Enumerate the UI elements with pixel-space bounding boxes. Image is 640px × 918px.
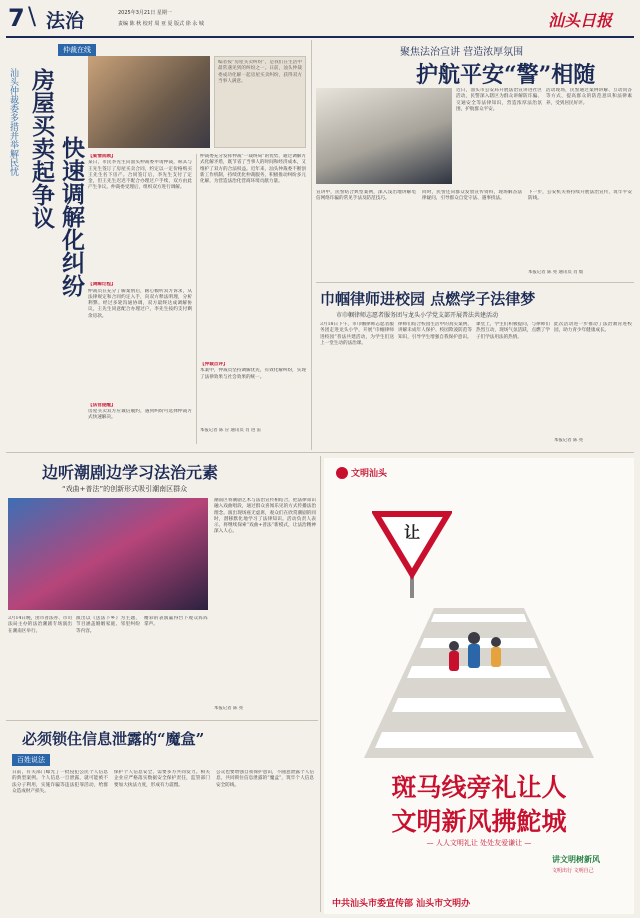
section-title: 法治 [46, 10, 85, 32]
tips-heading: 【法官提醒】 [88, 402, 116, 408]
lawyer-body-4: 此次活动进一步推动了法治教育进校园，助力青少年健康成长。 [554, 322, 632, 334]
page-number: 7 [8, 4, 25, 32]
tips-body: 房屋买卖双方应诚信履约，遇到纠纷可选择仲裁方式快速解决。 [88, 408, 192, 421]
opera-body-3: 精彩的表演赢得台下观众阵阵掌声。 [144, 616, 208, 628]
article-opera [6, 456, 318, 718]
police-byline: 本报记者 陈 亮 通讯员 肖 灿 [528, 270, 584, 275]
opera-body-2: 演出以《送法下乡》为主题，节目涵盖婚姻家庭、邻里纠纷等内容。 [76, 616, 140, 634]
ad-logo-icon [336, 467, 348, 479]
zebra-crossing-illustration [324, 608, 634, 758]
headline-part2: 买卖起争议 [28, 114, 54, 229]
ad-headline-line1: 斑马线旁礼让人 [391, 773, 567, 802]
lawyer-body-2: 律师们结合校园生活中的真实案例，讲解未成年人保护、校园欺凌防范等知识，引导学生增强自我保护意识。 [398, 322, 472, 340]
page-divider-vertical [311, 40, 312, 450]
police-body-1: 近日，汕头市公安局开展法治宣讲进社区活动，民警深入辖区为群众讲解防诈骗、交通安全等法律知识，营造浓厚法治氛围，护航群众平安。 [456, 88, 542, 112]
opera-byline: 本报记者 陈 亮 [214, 706, 244, 711]
police-kicker: 聚焦法治宣讲 营造浓厚氛围 [400, 47, 524, 58]
headline-vertical [28, 68, 54, 229]
police-photo [316, 88, 452, 184]
divider-mid [6, 452, 634, 453]
opera-body-1: 3月14日晚，由市普法办、市司法局主办的法治潮剧专场演出在潮南区举行。 [8, 616, 72, 634]
police-body-5: 下一步，公安机关将持续开展法治宣传，筑牢平安防线。 [528, 190, 632, 202]
opera-subhead: “戏曲+普法”的创新形式吸引潮南区群众 [62, 485, 188, 493]
ad-logo-text: 文明汕头 [351, 469, 388, 479]
intro-box [214, 56, 306, 148]
yield-sign-text: 让 [404, 523, 421, 542]
paper-logo: 汕头日报 [548, 11, 613, 30]
article-police [316, 40, 634, 280]
divider-police-lawyer [316, 282, 634, 283]
judge-body: 本案中，仲裁员坚持调解优先，有效化解纠纷，实现了法律效果与社会效果的统一。 [200, 368, 306, 380]
ad-logo [336, 466, 387, 479]
case-section [88, 154, 192, 444]
divider-opera-ad [320, 456, 321, 912]
info-body-3: 公众也要增强自我保护意识，不随意泄露个人信息，共同锁住信息泄露的“魔盒”，筑牢个人信息安全防线。 [216, 770, 314, 788]
police-body-3: 宣讲中，民警结合典型案例，深入浅出地讲解电信网络诈骗的常见手法及防范技巧。 [316, 190, 416, 202]
case-heading: 【案情回顾】 [88, 154, 116, 159]
article-info-leak [6, 724, 318, 914]
opera-photo [8, 498, 208, 610]
ad-badge [552, 854, 626, 888]
date-line: 2025年3月21日 星期一 [118, 10, 172, 16]
case-body: 某日，市民李先生向汕头仲裁委申请仲裁，称其与王先生签订了房屋买卖合同，约定以一定价格购买王先生名下房产。合同签订后，李先生支付了定金，但王先生迟迟不配合办理过户手续，双方由此产生争议。仲裁委受理后，组织双方进行调解。 [88, 160, 192, 191]
editor-line: 责编 陈 秋 校对 周 亚 夏 版式 徐 永 城 [118, 21, 204, 27]
headline-part1: 房屋 [28, 68, 54, 114]
ad-badge-sub: 文明出行 文明自己 [552, 868, 594, 874]
ad-footer: 中共汕头市委宣传部 汕头市文明办 [332, 899, 471, 909]
judge-heading: 【仲裁点评】 [200, 362, 228, 367]
police-body-4: 同时，民警还向群众发放宣传资料，现场解答法律疑问，引导群众自觉守法、遇事找法。 [422, 190, 522, 202]
opera-body-right: 潮南区将潮剧艺术与法治宣传相结合，把法律知识融入戏曲唱段，通过群众喜闻乐见的方式传播法治理念。演出现场座无虚席，观众们在欣赏潮剧的同时，潜移默化地学习了法律知识。活动负责人表示，将继续探索“戏曲+普法”新模式，让法治精神深入人心。 [214, 498, 316, 535]
column-2-body: 仲裁委充分发挥仲裁“一裁终局”的优势，通过调解方式化解矛盾，既节省了当事人的时间和经济成本，又维护了双方的合法权益。近年来，汕头仲裁委不断创新工作机制，持续优化仲裁服务，积极推动纠纷多元化解，为营造法治化营商环境贡献力量。 [200, 154, 306, 185]
lawyer-byline: 本报记者 陈 亮 [554, 438, 584, 443]
lawyer-headline: 巾帼律师进校园 点燃学子法律梦 [320, 290, 536, 308]
ad-tagline: — 人人文明礼让 处处友爱谦让 — [426, 839, 532, 847]
info-tag: 百姓说法 [12, 754, 50, 766]
info-headline: 必须锁住信息泄露的“魔盒” [22, 730, 205, 748]
arbitration-photo [88, 56, 210, 148]
civility-ad [324, 458, 634, 914]
byline-1: 本报记者 陈 应 通讯员 肖 进 雷 [200, 428, 262, 434]
divider-opera-info [6, 720, 318, 721]
column-tag: 仲裁在线 [58, 44, 96, 56]
kicker-vertical: 汕头仲裁委多措并举解民忧 [8, 68, 18, 176]
ad-badge-main: 讲文明树新风 [552, 855, 600, 864]
police-headline: 护航平安“警”相随 [416, 62, 596, 88]
headline-vertical-2: 快速调解化纠纷 [58, 136, 84, 297]
opera-headline: 边听潮剧边学习法治元素 [42, 463, 219, 482]
lawyer-subhead: 市巾帼律师志愿者服务团与龙头小学党支部开展普法共建活动 [336, 312, 499, 319]
lawyer-body-3: 课堂上，学生们积极提问，与律师们热烈互动，现场气氛活跃，点燃了学子们学法用法的热情。 [476, 322, 550, 340]
case-section-2 [200, 154, 306, 444]
masthead-rule [6, 36, 634, 38]
section-slash: \ [28, 2, 37, 30]
ad-headline-line2: 文明新风拂鮀城 [391, 807, 567, 836]
police-body-2: 活动现场，民警通过案例讲解、互动问答等方式，提高群众的防范意识和法律素养，受到居民好评。 [546, 88, 632, 106]
mediation-body: 仲裁员在充分了解案情后，耐心倾听双方诉求，从法律规定和合同约定入手，向双方释法明理，分析利弊。经过多轮沟通协调，双方最终达成调解协议，王先生同意配合办理过户，李先生按约支付剩余房款。 [88, 288, 192, 319]
article-arbitration [6, 40, 308, 450]
mediation-heading: 【调解过程】 [88, 282, 116, 288]
lawyer-body-1: 3月18日下午，市巾帼律师志愿者服务团走进龙头小学，开展“巾帼律师进校园”普法共建活动，为学生们送上一堂生动的法治课。 [320, 322, 394, 346]
info-body-1: 日前，有关部门曝光了一批侵犯公民个人信息的典型案例。个人信息一旦泄露，就可能被不法分子利用，实施诈骗等违法犯罪活动，给群众造成财产损失。 [12, 770, 108, 794]
masthead [0, 0, 640, 38]
article-lawyers [316, 286, 634, 450]
intro-text: 编者按“房屋买卖纠纷”，是我们在生活中最常遇见到的纠纷之一。日前，汕头仲裁委成功化解一起房屋买卖纠纷，获得双方当事人满意。 [218, 60, 302, 84]
info-body-2: 保护个人信息安全，需要多方共同发力。相关企业应严格落实数据安全保护责任，监管部门要加大执法力度，形成有力震慑。 [114, 770, 210, 788]
col-divider [196, 154, 197, 444]
